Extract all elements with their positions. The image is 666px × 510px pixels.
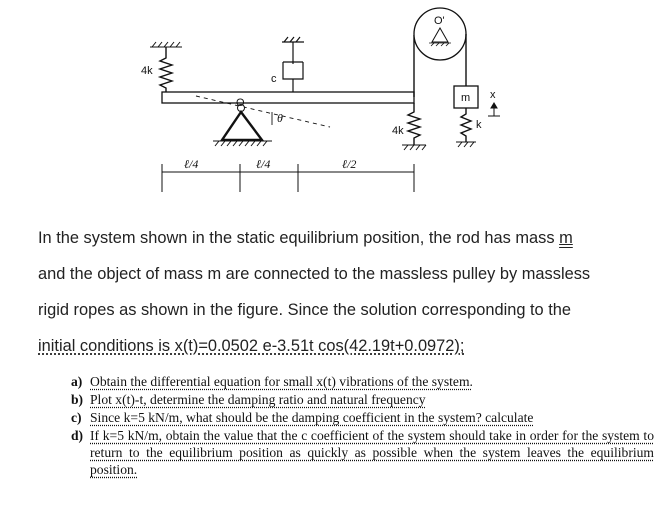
dim-label-2: ℓ/4 [256,157,271,171]
x-label: x [490,89,496,101]
question-d: d) If k=5 kN/m, obtain the value that the c coefficient of the system should take in order for the system to return to the equilibrium position as quickly as possible when the system leaves the equilibrium position. [71,428,654,477]
right-spring-label: 4k [392,125,404,137]
mass-spring-label: k [476,119,482,131]
left-spring [160,47,172,92]
pivot-support [222,112,262,140]
question-b: b) Plot x(t)-t, determine the damping ratio and natural frequency [71,392,426,407]
dim-label-1: ℓ/4 [184,157,199,171]
question-list [68,373,654,479]
right-spring [408,103,420,145]
tilt-dashed-line [196,96,330,127]
problem-line-4: initial conditions is x(t)=0.0502 e-3.51t cos(42.19t+0.0972); [38,337,465,355]
problem-line-1: In the system shown in the static equilibrium position, the rod has mass m [38,229,573,247]
mechanism-figure [0,0,666,210]
left-spring-label: 4k [141,65,153,77]
question-a: a) Obtain the differential equation for small x(t) vibrations of the system. [71,374,473,389]
mass-ground [456,142,476,147]
problem-line-3: rigid ropes as shown in the figure. Since the solution corresponding to the [38,301,572,319]
x-arrow [488,103,500,116]
damper-label: c [271,73,277,85]
ground-hatch [213,141,272,146]
problem-line-2: and the object of mass m are connected to the massless pulley by massless [38,265,591,283]
left-ceiling [150,42,182,47]
dim-label-3: ℓ/2 [342,157,357,171]
pivot-label: O [236,97,245,109]
angle-label: θ [277,111,283,125]
damper [282,37,304,92]
dimension-line [162,164,414,192]
pulley-label: O' [434,15,445,27]
mass-spring [461,108,471,142]
question-c: c) Since k=5 kN/m, what should be the damping coefficient in the system? calculate [71,410,534,425]
rod [162,92,414,103]
rod-mass-symbol: m [559,229,573,247]
mass-label: m [461,92,471,104]
right-ground [402,145,426,150]
